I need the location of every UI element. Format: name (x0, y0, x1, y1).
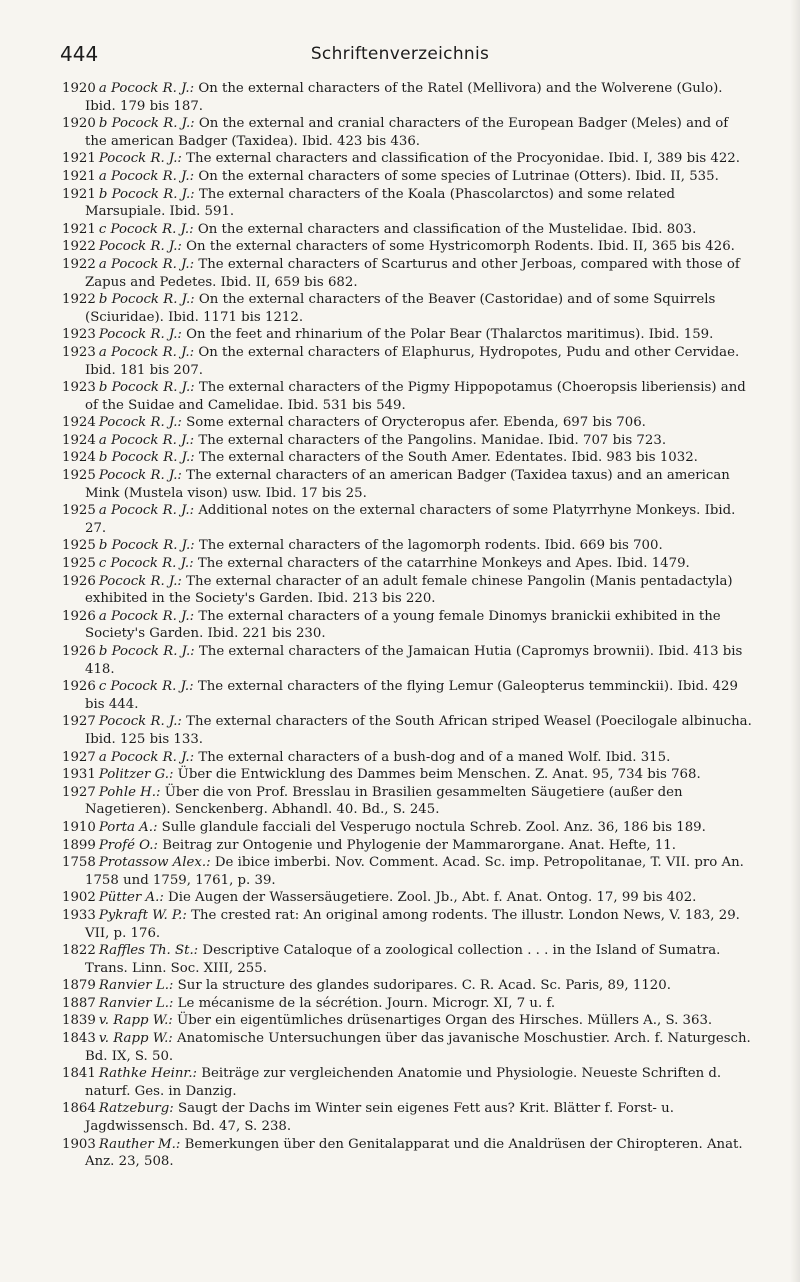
entry-author: Pocock R. J.: (111, 168, 195, 184)
entry-year: 1924 (62, 450, 96, 466)
bibliography-entry (62, 256, 754, 291)
bibliography-entry (62, 749, 754, 767)
bibliography-entry (62, 238, 754, 256)
entry-text: The external characters of the Koala (Phascolarctos) and some related Marsupiale. Ibid. 591. (85, 186, 676, 220)
entry-suffix: a (98, 749, 107, 765)
entry-text: The external characters of the South Amer. Edentates. Ibid. 983 bis 1032. (198, 450, 698, 466)
entry-text: Sulle glandule facciali del Vesperugo noctula Schreb. Zool. Anz. 36, 186 bis 189. (161, 819, 706, 835)
entry-year: 1925 (62, 468, 96, 484)
entry-text: The external characters of the catarrhine Monkeys and Apes. Ibid. 1479. (197, 556, 690, 572)
bibliography-entry (62, 678, 754, 713)
entry-text: Über die Entwicklung des Dammes beim Menschen. Z. Anat. 95, 734 bis 768. (177, 767, 701, 783)
bibliography-list (62, 80, 754, 1171)
entry-year: 1926 (62, 679, 96, 695)
entry-author: Pocock R. J.: (111, 644, 195, 659)
entry-text: Additional notes on the external characters of some Platyrrhyne Monkeys. Ibid. 27. (85, 503, 736, 536)
entry-author: Pocock R. J.: (110, 556, 194, 572)
entry-text: The crested rat: An original among rodents. The illustr. London News, V. 183, 29. VII, p. 176. (85, 907, 740, 941)
entry-text: Descriptive Cataloque of a zoological collection . . . in the Island of Sumatra. Trans. Linn. Soc. XIII, 255. (85, 943, 721, 976)
entry-text: Beitrag zur Ontogenie und Phylogenie der Mammarorgane. Anat. Hefte, 11. (162, 837, 676, 853)
entry-text: Some external characters of Orycteropus afer. Ebenda, 697 bis 706. (186, 415, 646, 431)
entry-text: The external characters and classification of the Procyonidae. Ibid. I, 389 bis 422. (186, 151, 740, 167)
entry-text: Bemerkungen über den Genitalapparat und die Analdrüsen der Chiropteren. Anat. Anz. 23, 508. (85, 1136, 743, 1170)
entry-year: 1902 (62, 890, 96, 906)
entry-suffix: c (98, 221, 107, 237)
entry-author: Pocock R. J.: (111, 186, 195, 202)
entry-text: The external characters of the lagomorph rodents. Ibid. 669 bis 700. (198, 538, 663, 554)
entry-text: Sur la structure des glandes sudoripares. C. R. Acad. Sc. Paris, 89, 1120. (177, 978, 671, 994)
entry-text: Anatomische Untersuchungen über das javanische Moschustier. Arch. f. Naturgesch. Bd. IX, S. 50. (85, 1031, 751, 1064)
entry-year: 1927 (62, 749, 96, 765)
entry-year: 1887 (62, 995, 96, 1011)
entry-author: Pocock R. J.: (98, 468, 182, 484)
entry-year: 1910 (62, 819, 96, 835)
bibliography-entry (62, 643, 754, 678)
entry-suffix: c (98, 556, 107, 572)
entry-author: Pykraft W. P.: (98, 907, 187, 923)
bibliography-entry (62, 379, 754, 414)
bibliography-entry (62, 837, 754, 855)
entry-text: The external characters of the Pigmy Hippopotamus (Choeropsis liberiensis) and of the Suidae and Camelidae. Ibid. 531 bis 549. (85, 380, 746, 413)
bibliography-entry (62, 80, 754, 115)
entry-author: Pocock R. J.: (111, 450, 195, 466)
entry-author: v. Rapp W.: (98, 1031, 173, 1047)
entry-author: Pocock R. J.: (98, 573, 182, 589)
entry-suffix: b (98, 116, 108, 132)
entry-year: 1843 (62, 1031, 96, 1047)
entry-author: Pocock R. J.: (111, 432, 195, 448)
bibliography-entry (62, 414, 754, 432)
entry-text: On the external characters of the Beaver (Castoridae) and of some Squirrels (Sciuridae). Ibid. 1171 bis 1212. (85, 292, 716, 325)
entry-text: On the external characters and classification of the Mustelidae. Ibid. 803. (197, 221, 697, 237)
entry-author: Pocock R. J.: (110, 679, 194, 695)
bibliography-entry (62, 942, 754, 977)
entry-text: The external characters of the Jamaican Hutia (Capromys brownii). Ibid. 413 bis 418. (85, 644, 743, 677)
entry-author: Pocock R. J.: (111, 538, 195, 554)
entry-author: Raffles Th. St.: (98, 943, 199, 959)
bibliography-entry (62, 608, 754, 643)
entry-author: Pocock R. J.: (98, 327, 182, 343)
entry-text: Saugt der Dachs im Winter sein eigenes Fett aus? Krit. Blätter f. Forst- u. Jagdwissensch. Bd. 47, S. 238. (85, 1101, 674, 1135)
bibliography-entry (62, 1100, 754, 1135)
bibliography-entry (62, 221, 754, 239)
bibliography-entry (62, 784, 754, 819)
page-edge-shadow (790, 0, 800, 1282)
entry-year: 1822 (62, 943, 96, 959)
entry-text: The external characters of a young female Dinomys branickii exhibited in the Society's Garden. Ibid. 221 bis 230. (85, 608, 721, 642)
entry-suffix: b (98, 292, 108, 308)
entry-author: Pocock R. J.: (98, 714, 182, 730)
entry-year: 1879 (62, 978, 96, 994)
bibliography-entry (62, 1136, 754, 1171)
bibliography-entry (62, 573, 754, 608)
bibliography-entry (62, 1012, 754, 1030)
entry-author: Ranvier L.: (98, 995, 174, 1011)
entry-text: Beiträge zur vergleichenden Anatomie und Physiologie. Neueste Schriften d. naturf. Ges. in Danzig. (85, 1066, 722, 1099)
entry-year: 1927 (62, 784, 96, 800)
entry-author: Pocock R. J.: (111, 344, 195, 360)
entry-text: Le mécanisme de la sécrétion. Journ. Microgr. XI, 7 u. f. (177, 995, 556, 1011)
entry-year: 1921 (62, 221, 96, 237)
entry-text: The external characters of the flying Lemur (Galeopterus temminckii). Ibid. 429 bis 444. (85, 679, 738, 712)
entry-text: On the feet and rhinarium of the Polar Bear (Thalarctos maritimus). Ibid. 159. (186, 327, 714, 343)
bibliography-entry (62, 854, 754, 889)
entry-year: 1931 (62, 767, 96, 783)
entry-year: 1925 (62, 538, 96, 554)
page-header (60, 42, 740, 70)
entry-year: 1920 (62, 81, 96, 96)
entry-text: The external characters of the South African striped Weasel (Poecilogale albinucha. Ibid. 125 bis 133. (85, 714, 752, 747)
entry-author: Pocock R. J.: (98, 415, 182, 431)
bibliography-entry (62, 150, 754, 168)
entry-year: 1922 (62, 292, 96, 308)
entry-author: Ratzeburg: (98, 1101, 174, 1117)
entry-author: Protassow Alex.: (98, 855, 211, 871)
entry-year: 1922 (62, 256, 96, 272)
entry-year: 1924 (62, 432, 96, 448)
entry-suffix: a (98, 256, 107, 272)
entry-author: Ranvier L.: (98, 978, 174, 994)
entry-suffix: a (98, 608, 107, 624)
bibliography-entry (62, 449, 754, 467)
entry-year: 1899 (62, 837, 96, 853)
entry-author: Pocock R. J.: (98, 151, 182, 167)
entry-year: 1758 (62, 855, 96, 871)
entry-year: 1839 (62, 1013, 96, 1029)
entry-year: 1864 (62, 1101, 96, 1117)
entry-suffix: a (98, 503, 107, 519)
entry-author: Politzer G.: (98, 767, 174, 783)
entry-suffix: b (98, 450, 108, 466)
entry-text: De ibice imberbi. Nov. Comment. Acad. Sc. imp. Petropolitanae, T. VII. pro An. 1758 und 1759, 1761, p. 39. (85, 855, 744, 888)
entry-author: Pocock R. J.: (111, 116, 195, 132)
bibliography-entry (62, 502, 754, 537)
entry-text: On the external and cranial characters of the European Badger (Meles) and of the american Badger (Taxidea). Ibid. 423 bis 436. (85, 116, 729, 149)
page-number: 444 (60, 42, 99, 66)
entry-text: Über ein eigentümliches drüsenartiges Organ des Hirsches. Müllers A., S. 363. (177, 1013, 713, 1029)
entry-author: Rauther M.: (98, 1136, 181, 1152)
bibliography-entry (62, 432, 754, 450)
entry-text: The external character of an adult female chinese Pangolin (Manis pentadactyla) exhibited in the Society's Garden. Ibid. 213 bis 220. (85, 573, 733, 607)
entry-text: The external characters of a bush-dog and of a maned Wolf. Ibid. 315. (198, 749, 671, 765)
bibliography-entry (62, 766, 754, 784)
entry-year: 1926 (62, 644, 96, 659)
entry-year: 1927 (62, 714, 96, 730)
entry-author: Rathke Heinr.: (98, 1066, 198, 1082)
bibliography-entry (62, 1065, 754, 1100)
entry-author: Pocock R. J.: (111, 81, 195, 96)
entry-author: Pocock R. J.: (111, 503, 195, 519)
entry-year: 1921 (62, 151, 96, 167)
entry-year: 1924 (62, 415, 96, 431)
bibliography-entry (62, 995, 754, 1013)
entry-text: The external characters of an american Badger (Taxidea taxus) and an american Mink (Mustela vison) usw. Ibid. 17 bis 25. (85, 468, 730, 501)
entry-year: 1922 (62, 239, 96, 255)
bibliography-entry (62, 537, 754, 555)
entry-year: 1921 (62, 186, 96, 202)
entry-year: 1920 (62, 116, 96, 132)
entry-author: Pohle H.: (98, 784, 161, 800)
entry-author: Pocock R. J.: (111, 749, 195, 765)
entry-year: 1925 (62, 503, 96, 519)
entry-year: 1926 (62, 573, 96, 589)
bibliography-entry (62, 168, 754, 186)
entry-suffix: a (98, 81, 107, 96)
bibliography-entry (62, 1030, 754, 1065)
entry-author: v. Rapp W.: (98, 1013, 173, 1029)
entry-text: The external characters of Scarturus and other Jerboas, compared with those of Zapus and Pedetes. Ibid. II, 659 bis 682. (85, 256, 740, 290)
entry-year: 1933 (62, 907, 96, 923)
bibliography-entry (62, 186, 754, 221)
bibliography-entry (62, 291, 754, 326)
entry-year: 1841 (62, 1066, 96, 1082)
entry-suffix: c (98, 679, 107, 695)
entry-suffix: b (98, 380, 108, 396)
entry-year: 1903 (62, 1136, 96, 1152)
entry-text: The external characters of the Pangolins. Manidae. Ibid. 707 bis 723. (198, 432, 667, 448)
entry-text: On the external characters of the Ratel (Mellivora) and the Wolverene (Gulo). Ibid. 179 bis 187. (85, 81, 723, 114)
entry-year: 1923 (62, 327, 96, 343)
bibliography-entry (62, 555, 754, 573)
entry-author: Pocock R. J.: (111, 292, 195, 308)
entry-suffix: b (98, 644, 108, 659)
entry-text: On the external characters of some Hystricomorph Rodents. Ibid. II, 365 bis 426. (186, 239, 735, 255)
entry-author: Porta A.: (98, 819, 158, 835)
entry-text: On the external characters of some species of Lutrinae (Otters). Ibid. II, 535. (198, 168, 719, 184)
entry-author: Pocock R. J.: (111, 608, 195, 624)
bibliography-entry (62, 977, 754, 995)
entry-year: 1925 (62, 556, 96, 572)
running-title: Schriftenverzeichnis (310, 44, 490, 64)
bibliography-entry (62, 467, 754, 502)
entry-text: Über die von Prof. Bresslau in Brasilien gesammelten Säugetiere (außer den Nagetieren). Senckenberg. Abhandl. 40. Bd., S. 245. (85, 784, 683, 818)
entry-author: Pocock R. J.: (111, 380, 195, 396)
entry-author: Pocock R. J.: (98, 239, 182, 255)
entry-author: Profé O.: (98, 837, 158, 853)
bibliography-entry (62, 907, 754, 942)
entry-year: 1923 (62, 380, 96, 396)
entry-text: On the external characters of Elaphurus, Hydropotes, Pudu and other Cervidae. Ibid. 181 bis 207. (85, 344, 740, 378)
entry-text: Die Augen der Wassersäugetiere. Zool. Jb., Abt. f. Anat. Ontog. 17, 99 bis 402. (168, 890, 697, 906)
entry-year: 1921 (62, 168, 96, 184)
entry-suffix: a (98, 168, 107, 184)
entry-author: Pocock R. J.: (111, 256, 195, 272)
bibliography-entry (62, 713, 754, 748)
entry-suffix: a (98, 432, 107, 448)
bibliography-entry (62, 889, 754, 907)
entry-year: 1923 (62, 344, 96, 360)
entry-suffix: a (98, 344, 107, 360)
bibliography-entry (62, 344, 754, 379)
bibliography-entry (62, 819, 754, 837)
bibliography-entry (62, 326, 754, 344)
entry-author: Pütter A.: (98, 890, 164, 906)
bibliography-entry (62, 115, 754, 150)
entry-author: Pocock R. J.: (110, 221, 194, 237)
entry-year: 1926 (62, 608, 96, 624)
entry-suffix: b (98, 186, 108, 202)
entry-suffix: b (98, 538, 108, 554)
